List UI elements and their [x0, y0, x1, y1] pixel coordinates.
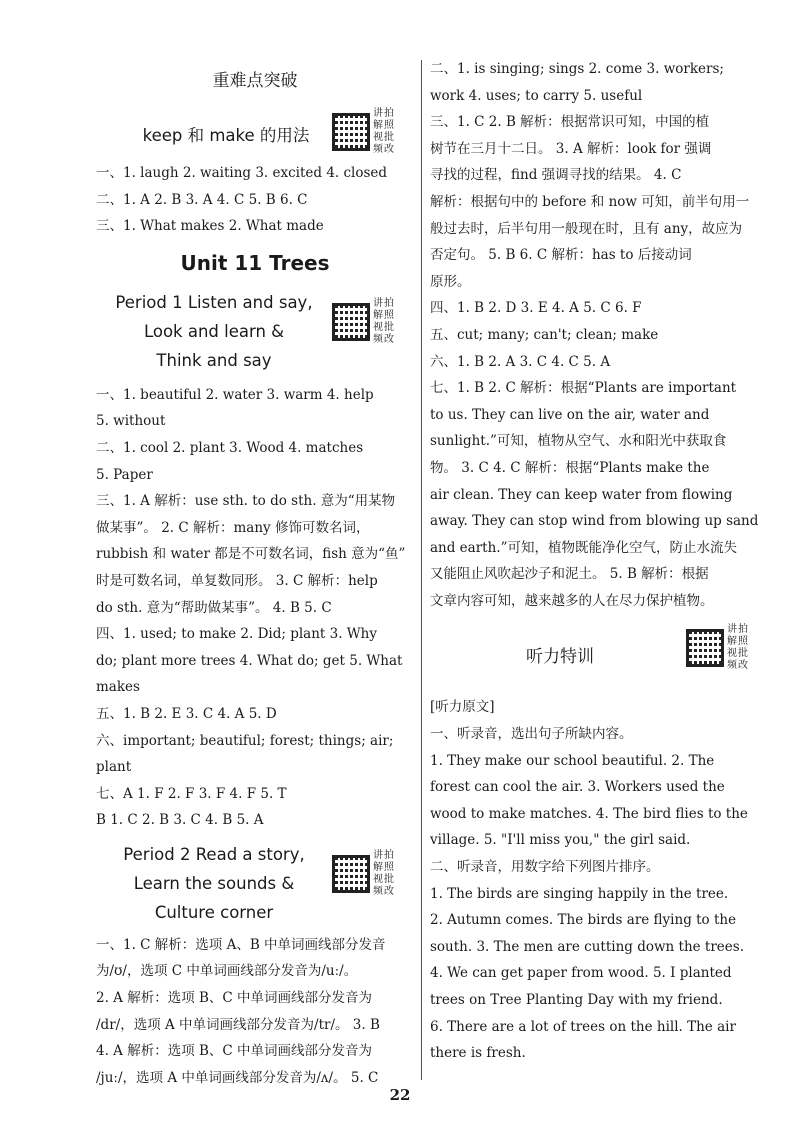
answers-period1	[96, 382, 414, 834]
text-line: 三、1. What makes 2. What made	[96, 218, 324, 235]
text-line: makes	[96, 679, 140, 696]
text-line: 4. We can get paper from wood. 5. I planted	[430, 965, 732, 982]
qr-caption: 讲拍解照视批频改	[373, 849, 395, 897]
section-subtitle: keep 和 make 的用法	[142, 126, 310, 145]
qr-code-icon	[332, 855, 370, 893]
text-line: 七、1. B 2. C 解析：根据“Plants are important	[430, 380, 737, 397]
text-line: 原形。	[430, 273, 471, 290]
text-line: 1. The birds are singing happily in the tree.	[430, 885, 729, 902]
answers-continued	[430, 56, 766, 614]
period1-line1: Period 1 Listen and say,	[115, 292, 313, 312]
text-line: to us. They can live on the air, water and	[430, 406, 710, 423]
text-line: 5. Paper	[96, 466, 153, 483]
text-line: trees on Tree Planting Day with my friend.	[430, 992, 723, 1008]
qr-code[interactable]	[332, 850, 399, 898]
answers-keep-make	[96, 160, 414, 240]
listening-title: 听力特训	[526, 647, 594, 668]
text-line: 做某事”。 2. C 解析：many 修饰可数名词，	[96, 519, 370, 536]
text-line: 文章内容可知，越来越多的人在尽力保护植物。	[430, 592, 714, 609]
text-line: 树节在三月十二日。 3. A 解析：look for 强调	[430, 140, 712, 157]
text-line: 二、1. is singing; sings 2. come 3. workers;	[430, 61, 724, 77]
text-line: 2. A 解析：选项 B、C 中单词画线部分发音为	[96, 990, 373, 1007]
right-column	[430, 56, 766, 1067]
period2-line1: Period 2 Read a story,	[123, 844, 305, 864]
text-line: do; plant more trees 4. What do; get 5. What	[96, 652, 403, 669]
text-line: work 4. uses; to carry 5. useful	[430, 87, 643, 104]
section-header-keep-make	[96, 56, 414, 160]
text-line: 五、1. B 2. E 3. C 4. A 5. D	[96, 705, 277, 722]
left-column	[96, 56, 414, 1091]
text-line: 解析：根据句中的 before 和 now 可知，前半句用一	[430, 193, 750, 210]
text-line: 二、1. A 2. B 3. A 4. C 5. B 6. C	[96, 191, 308, 208]
text-line: 5. without	[96, 413, 166, 430]
text-line: 一、1. beautiful 2. water 3. warm 4. help	[96, 386, 374, 403]
qr-code[interactable]	[332, 298, 399, 346]
text-line: there is fresh.	[430, 1045, 526, 1062]
text-line: 三、1. A 解析：use sth. to do sth. 意为“用某物	[96, 493, 396, 510]
text-line: 1. They make our school beautiful. 2. The	[430, 752, 715, 769]
page-number: 22	[389, 1086, 411, 1104]
section-title: 重难点突破	[212, 71, 298, 91]
period1-line2: Look and learn &	[143, 321, 285, 341]
unit-title: Unit 11 Trees	[180, 250, 330, 275]
qr-code-icon	[332, 303, 370, 341]
text-line: village. 5. "I'll miss you," the girl said.	[430, 832, 691, 849]
qr-code-icon	[686, 629, 724, 667]
period2-header	[96, 838, 414, 924]
text-line: /juː/，选项 A 中单词画线部分发音为/ʌ/。 5. C	[96, 1069, 379, 1086]
text-line: 4. A 解析：选项 B、C 中单词画线部分发音为	[96, 1043, 373, 1060]
text-line: 寻找的过程，find 强调寻找的结果。 4. C	[430, 167, 682, 184]
period2-line3: Culture corner	[154, 902, 274, 922]
listening-transcript	[430, 694, 766, 1066]
qr-code[interactable]	[332, 108, 399, 156]
text-line: 五、cut; many; can't; clean; make	[430, 326, 659, 343]
text-line: 二、听录音，用数字给下列图片排序。	[430, 859, 660, 876]
text-line: 七、A 1. F 2. F 3. F 4. F 5. T	[96, 785, 287, 802]
text-line: 般过去时，后半句用一般现在时，且有 any，故应为	[430, 220, 743, 237]
text-line: 又能阻止风吹起沙子和泥土。 5. B 解析：根据	[430, 566, 709, 583]
text-line: 否定句。 5. B 6. C 解析：has to 后接动词	[430, 247, 692, 264]
qr-code[interactable]	[686, 624, 753, 672]
text-line: air clean. They can keep water from flowing	[430, 486, 733, 503]
text-line: [听力原文]	[430, 699, 495, 716]
qr-caption: 讲拍解照视批频改	[727, 624, 749, 672]
text-line: plant	[96, 759, 132, 776]
text-line: away. They can stop wind from blowing up sand	[430, 513, 759, 530]
text-line: 物。 3. C 4. C 解析：根据“Plants make the	[430, 459, 710, 476]
text-line: 2. Autumn comes. The birds are flying to the	[430, 912, 737, 929]
text-line: forest can cool the air. 3. Workers used the	[430, 779, 725, 796]
text-line: sunlight.”可知，植物从空气、水和阳光中获取食	[430, 433, 727, 450]
text-line: and earth.”可知，植物既能净化空气，防止水流失	[430, 539, 737, 556]
text-line: 时是可数名词，单复数同形。 3. C 解析：help	[96, 572, 378, 589]
period1-line3: Think and say	[156, 350, 272, 370]
text-line: south. 3. The men are cutting down the trees.	[430, 938, 745, 955]
column-divider	[421, 60, 422, 1080]
text-line: 六、important; beautiful; forest; things; air;	[96, 732, 394, 749]
qr-caption: 讲拍解照视批频改	[373, 297, 395, 345]
text-line: do sth. 意为“帮助做某事”。 4. B 5. C	[96, 599, 332, 616]
text-line: 一、听录音，选出句子所缺内容。	[430, 726, 633, 743]
period2-line2: Learn the sounds &	[133, 873, 295, 893]
text-line: 为/ʊ/，选项 C 中单词画线部分发音为/uː/。	[96, 963, 358, 980]
text-line: 6. There are a lot of trees on the hill. The air	[430, 1018, 736, 1035]
text-line: 六、1. B 2. A 3. C 4. C 5. A	[430, 353, 611, 370]
text-line: wood to make matches. 4. The bird flies to the	[430, 805, 748, 822]
text-line: 二、1. cool 2. plant 3. Wood 4. matches	[96, 439, 364, 456]
text-line: B 1. C 2. B 3. C 4. B 5. A	[96, 812, 264, 829]
text-line: 四、1. used; to make 2. Did; plant 3. Why	[96, 626, 378, 643]
answers-period2	[96, 932, 414, 1092]
qr-code-icon	[332, 113, 370, 151]
qr-caption: 讲拍解照视批频改	[373, 108, 395, 155]
text-line: 一、1. laugh 2. waiting 3. excited 4. closed	[96, 165, 388, 181]
text-line: rubbish 和 water 都是不可数名词，fish 意为“鱼”	[96, 546, 406, 563]
period1-header	[96, 286, 414, 374]
listening-header	[430, 620, 766, 692]
text-line: /dr/，选项 A 中单词画线部分发音为/tr/。 3. B	[96, 1016, 380, 1033]
text-line: 四、1. B 2. D 3. E 4. A 5. C 6. F	[430, 300, 642, 317]
text-line: 三、1. C 2. B 解析：根据常识可知，中国的植	[430, 114, 710, 131]
text-line: 一、1. C 解析：选项 A、B 中单词画线部分发音	[96, 936, 386, 953]
